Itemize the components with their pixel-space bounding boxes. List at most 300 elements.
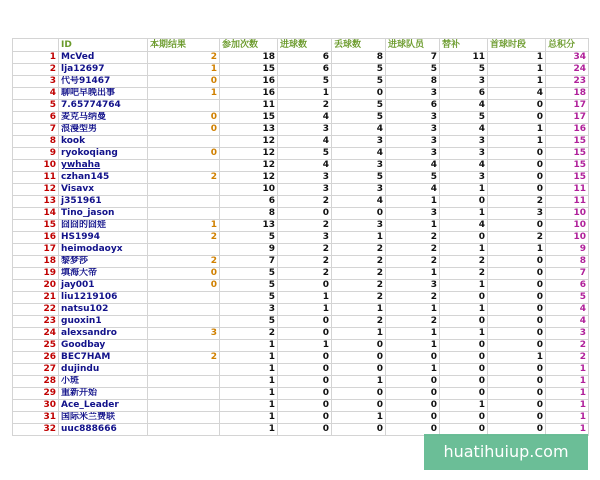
played-cell: 10 (220, 184, 278, 196)
played-cell: 15 (220, 112, 278, 124)
score-table (12, 38, 589, 436)
table-row (13, 196, 589, 208)
goals-cell: 0 (278, 208, 332, 220)
conceded-cell: 0 (332, 424, 386, 436)
first-goal-cell: 0 (488, 424, 546, 436)
sub-cell: 2 (440, 256, 488, 268)
first-goal-cell: 0 (488, 280, 546, 292)
scorers-cell: 0 (386, 424, 440, 436)
played-cell: 1 (220, 340, 278, 352)
total-cell: 16 (546, 124, 589, 136)
id-cell: ryokoqiang (59, 148, 148, 160)
goals-cell: 0 (278, 328, 332, 340)
total-cell: 6 (546, 280, 589, 292)
goals-cell: 4 (278, 112, 332, 124)
table-row (13, 400, 589, 412)
conceded-cell: 1 (332, 412, 386, 424)
sub-cell: 0 (440, 412, 488, 424)
first-goal-cell: 1 (488, 52, 546, 64)
first-goal-cell: 4 (488, 88, 546, 100)
conceded-cell: 2 (332, 316, 386, 328)
id-cell: Tino_jason (59, 208, 148, 220)
header-first-goal: 首球时段 (488, 39, 546, 52)
goals-cell: 3 (278, 184, 332, 196)
conceded-cell: 3 (332, 184, 386, 196)
sub-cell: 1 (440, 244, 488, 256)
table-row (13, 364, 589, 376)
rank-cell: 18 (13, 256, 59, 268)
sub-cell: 2 (440, 268, 488, 280)
rank-cell: 25 (13, 340, 59, 352)
played-cell: 12 (220, 148, 278, 160)
played-cell: 12 (220, 160, 278, 172)
total-cell: 4 (546, 304, 589, 316)
rank-cell: 20 (13, 280, 59, 292)
sub-cell: 0 (440, 316, 488, 328)
conceded-cell: 2 (332, 268, 386, 280)
first-goal-cell: 1 (488, 244, 546, 256)
result-cell (148, 160, 220, 172)
sub-cell: 1 (440, 328, 488, 340)
total-cell: 9 (546, 244, 589, 256)
table-row (13, 172, 589, 184)
header-played: 参加次数 (220, 39, 278, 52)
conceded-cell: 1 (332, 304, 386, 316)
id-cell: guoxin1 (59, 316, 148, 328)
table-row (13, 136, 589, 148)
first-goal-cell: 0 (488, 340, 546, 352)
scorers-cell: 3 (386, 124, 440, 136)
result-cell: 0 (148, 148, 220, 160)
sub-cell: 0 (440, 232, 488, 244)
first-goal-cell: 1 (488, 136, 546, 148)
id-cell: 重新开始 (59, 388, 148, 400)
result-cell (148, 196, 220, 208)
result-cell (148, 412, 220, 424)
sub-cell: 0 (440, 376, 488, 388)
played-cell: 1 (220, 364, 278, 376)
sub-cell: 3 (440, 148, 488, 160)
rank-cell: 22 (13, 304, 59, 316)
first-goal-cell: 0 (488, 304, 546, 316)
sub-cell: 1 (440, 280, 488, 292)
total-cell: 10 (546, 232, 589, 244)
conceded-cell: 4 (332, 148, 386, 160)
rank-cell: 3 (13, 76, 59, 88)
sub-cell: 6 (440, 88, 488, 100)
table-row (13, 52, 589, 64)
first-goal-cell: 1 (488, 64, 546, 76)
id-cell: ywhaha (59, 160, 148, 172)
scorers-cell: 4 (386, 160, 440, 172)
scorers-cell: 2 (386, 292, 440, 304)
goals-cell: 0 (278, 388, 332, 400)
result-cell: 2 (148, 172, 220, 184)
total-cell: 1 (546, 412, 589, 424)
rank-cell: 32 (13, 424, 59, 436)
header-row (13, 39, 589, 52)
sub-cell: 3 (440, 76, 488, 88)
goals-cell: 0 (278, 424, 332, 436)
sub-cell: 4 (440, 160, 488, 172)
sub-cell: 0 (440, 292, 488, 304)
sub-cell: 3 (440, 172, 488, 184)
total-cell: 1 (546, 400, 589, 412)
id-cell: 国际米兰费联 (59, 412, 148, 424)
scorers-cell: 5 (386, 172, 440, 184)
first-goal-cell: 0 (488, 328, 546, 340)
first-goal-cell: 0 (488, 268, 546, 280)
scorers-cell: 2 (386, 316, 440, 328)
played-cell: 11 (220, 100, 278, 112)
conceded-cell: 0 (332, 340, 386, 352)
table-row (13, 112, 589, 124)
played-cell: 3 (220, 304, 278, 316)
conceded-cell: 2 (332, 280, 386, 292)
first-goal-cell: 0 (488, 160, 546, 172)
scorers-cell: 1 (386, 196, 440, 208)
first-goal-cell: 0 (488, 364, 546, 376)
goals-cell: 3 (278, 124, 332, 136)
rank-cell: 8 (13, 136, 59, 148)
rank-cell: 5 (13, 100, 59, 112)
goals-cell: 2 (278, 196, 332, 208)
goals-cell: 2 (278, 244, 332, 256)
first-goal-cell: 0 (488, 172, 546, 184)
played-cell: 15 (220, 64, 278, 76)
sub-cell: 0 (440, 340, 488, 352)
sub-cell: 1 (440, 304, 488, 316)
first-goal-cell: 0 (488, 376, 546, 388)
id-cell: 小斑 (59, 376, 148, 388)
first-goal-cell: 2 (488, 232, 546, 244)
scorers-cell: 3 (386, 148, 440, 160)
table-row (13, 100, 589, 112)
result-cell (148, 340, 220, 352)
id-cell: natsu102 (59, 304, 148, 316)
total-cell: 17 (546, 100, 589, 112)
goals-cell: 1 (278, 304, 332, 316)
goals-cell: 1 (278, 340, 332, 352)
goals-cell: 2 (278, 268, 332, 280)
result-cell (148, 100, 220, 112)
scorers-cell: 3 (386, 136, 440, 148)
result-cell (148, 424, 220, 436)
id-cell: 浪漫型男 (59, 124, 148, 136)
table-row (13, 304, 589, 316)
rank-cell: 29 (13, 388, 59, 400)
goals-cell: 6 (278, 52, 332, 64)
result-cell (148, 376, 220, 388)
sub-cell: 0 (440, 364, 488, 376)
first-goal-cell: 1 (488, 76, 546, 88)
goals-cell: 0 (278, 316, 332, 328)
played-cell: 5 (220, 316, 278, 328)
total-cell: 15 (546, 136, 589, 148)
result-cell (148, 304, 220, 316)
rank-cell: 26 (13, 352, 59, 364)
scorers-cell: 0 (386, 376, 440, 388)
table-row (13, 340, 589, 352)
scorers-cell: 0 (386, 400, 440, 412)
goals-cell: 1 (278, 292, 332, 304)
id-cell: 黎梦莎 (59, 256, 148, 268)
conceded-cell: 3 (332, 136, 386, 148)
sub-cell: 5 (440, 64, 488, 76)
header-conceded: 丢球数 (332, 39, 386, 52)
conceded-cell: 5 (332, 112, 386, 124)
goals-cell: 4 (278, 160, 332, 172)
id-cell: lja12697 (59, 64, 148, 76)
goals-cell: 3 (278, 172, 332, 184)
sub-cell: 4 (440, 100, 488, 112)
result-cell (148, 208, 220, 220)
result-cell: 2 (148, 352, 220, 364)
played-cell: 5 (220, 268, 278, 280)
result-cell: 0 (148, 124, 220, 136)
rank-cell: 2 (13, 64, 59, 76)
first-goal-cell: 1 (488, 124, 546, 136)
total-cell: 1 (546, 388, 589, 400)
sub-cell: 11 (440, 52, 488, 64)
conceded-cell: 5 (332, 64, 386, 76)
result-cell: 0 (148, 76, 220, 88)
header-result: 本期结果 (148, 39, 220, 52)
id-cell: HS1994 (59, 232, 148, 244)
scorers-cell: 0 (386, 412, 440, 424)
rank-cell: 10 (13, 160, 59, 172)
sub-cell: 1 (440, 208, 488, 220)
goals-cell: 2 (278, 220, 332, 232)
conceded-cell: 1 (332, 232, 386, 244)
id-cell: 7.65774764 (59, 100, 148, 112)
result-cell: 2 (148, 232, 220, 244)
result-cell: 1 (148, 220, 220, 232)
played-cell: 12 (220, 172, 278, 184)
scorers-cell: 4 (386, 184, 440, 196)
scorers-cell: 2 (386, 244, 440, 256)
goals-cell: 2 (278, 100, 332, 112)
scorers-cell: 1 (386, 340, 440, 352)
result-cell (148, 364, 220, 376)
goals-cell: 5 (278, 76, 332, 88)
first-goal-cell: 0 (488, 412, 546, 424)
conceded-cell: 8 (332, 52, 386, 64)
total-cell: 23 (546, 76, 589, 88)
scorers-cell: 1 (386, 328, 440, 340)
id-cell: 麦克马纳曼 (59, 112, 148, 124)
goals-cell: 0 (278, 352, 332, 364)
scorers-cell: 2 (386, 256, 440, 268)
table-row (13, 268, 589, 280)
result-cell: 2 (148, 256, 220, 268)
table-row (13, 412, 589, 424)
played-cell: 1 (220, 388, 278, 400)
rank-cell: 7 (13, 124, 59, 136)
sub-cell: 4 (440, 124, 488, 136)
rank-cell: 4 (13, 88, 59, 100)
total-cell: 11 (546, 196, 589, 208)
goals-cell: 0 (278, 412, 332, 424)
goals-cell: 0 (278, 376, 332, 388)
played-cell: 2 (220, 328, 278, 340)
result-cell (148, 244, 220, 256)
id-cell: Ace_Leader (59, 400, 148, 412)
rank-cell: 16 (13, 232, 59, 244)
played-cell: 7 (220, 256, 278, 268)
total-cell: 11 (546, 184, 589, 196)
total-cell: 3 (546, 328, 589, 340)
total-cell: 18 (546, 88, 589, 100)
conceded-cell: 3 (332, 220, 386, 232)
first-goal-cell: 0 (488, 184, 546, 196)
total-cell: 15 (546, 172, 589, 184)
result-cell (148, 184, 220, 196)
result-cell: 0 (148, 268, 220, 280)
played-cell: 16 (220, 76, 278, 88)
total-cell: 7 (546, 268, 589, 280)
table-row (13, 328, 589, 340)
sub-cell: 3 (440, 136, 488, 148)
total-cell: 17 (546, 112, 589, 124)
sub-cell: 1 (440, 184, 488, 196)
first-goal-cell: 3 (488, 208, 546, 220)
scorers-cell: 6 (386, 100, 440, 112)
sub-cell: 0 (440, 424, 488, 436)
played-cell: 8 (220, 208, 278, 220)
conceded-cell: 0 (332, 388, 386, 400)
goals-cell: 0 (278, 280, 332, 292)
rank-cell: 24 (13, 328, 59, 340)
scorers-cell: 8 (386, 76, 440, 88)
scorers-cell: 1 (386, 304, 440, 316)
goals-cell: 4 (278, 136, 332, 148)
scorers-cell: 1 (386, 220, 440, 232)
first-goal-cell: 0 (488, 100, 546, 112)
id-cell: liu1219106 (59, 292, 148, 304)
goals-cell: 3 (278, 232, 332, 244)
total-cell: 10 (546, 208, 589, 220)
conceded-cell: 5 (332, 172, 386, 184)
total-cell: 4 (546, 316, 589, 328)
header-sub: 替补 (440, 39, 488, 52)
scorers-cell: 3 (386, 280, 440, 292)
sub-cell: 0 (440, 388, 488, 400)
conceded-cell: 0 (332, 88, 386, 100)
played-cell: 1 (220, 352, 278, 364)
sub-cell: 4 (440, 220, 488, 232)
header-goals: 进球数 (278, 39, 332, 52)
played-cell: 13 (220, 220, 278, 232)
first-goal-cell: 0 (488, 256, 546, 268)
id-cell: alexsandro (59, 328, 148, 340)
table-row (13, 64, 589, 76)
first-goal-cell: 0 (488, 148, 546, 160)
header-id: ID (59, 39, 148, 52)
scorers-cell: 3 (386, 208, 440, 220)
total-cell: 2 (546, 352, 589, 364)
header-scorers: 进球队员 (386, 39, 440, 52)
total-cell: 15 (546, 148, 589, 160)
total-cell: 1 (546, 364, 589, 376)
rank-cell: 15 (13, 220, 59, 232)
goals-cell: 6 (278, 64, 332, 76)
scorers-cell: 0 (386, 352, 440, 364)
rank-cell: 21 (13, 292, 59, 304)
header-total: 总积分 (546, 39, 589, 52)
rank-cell: 19 (13, 268, 59, 280)
id-cell: 聊吧早晚出事 (59, 88, 148, 100)
goals-cell: 5 (278, 148, 332, 160)
scorers-cell: 1 (386, 364, 440, 376)
id-cell: 囧囧的囧娃 (59, 220, 148, 232)
played-cell: 5 (220, 232, 278, 244)
result-cell: 3 (148, 328, 220, 340)
id-cell: McVed (59, 52, 148, 64)
result-cell (148, 400, 220, 412)
first-goal-cell: 2 (488, 196, 546, 208)
rank-cell: 1 (13, 52, 59, 64)
table-row (13, 292, 589, 304)
id-cell: Goodbay (59, 340, 148, 352)
id-cell: jay001 (59, 280, 148, 292)
scorers-cell: 7 (386, 52, 440, 64)
conceded-cell: 0 (332, 400, 386, 412)
played-cell: 9 (220, 244, 278, 256)
conceded-cell: 1 (332, 376, 386, 388)
table-row (13, 232, 589, 244)
rank-cell: 12 (13, 184, 59, 196)
id-cell: kook (59, 136, 148, 148)
total-cell: 10 (546, 220, 589, 232)
first-goal-cell: 0 (488, 388, 546, 400)
conceded-cell: 0 (332, 208, 386, 220)
id-cell: heimodaoyx (59, 244, 148, 256)
table-row (13, 184, 589, 196)
table-row (13, 220, 589, 232)
rank-cell: 30 (13, 400, 59, 412)
total-cell: 5 (546, 292, 589, 304)
played-cell: 5 (220, 292, 278, 304)
conceded-cell: 4 (332, 196, 386, 208)
rank-cell: 9 (13, 148, 59, 160)
conceded-cell: 0 (332, 364, 386, 376)
rank-cell: 27 (13, 364, 59, 376)
result-cell: 1 (148, 64, 220, 76)
conceded-cell: 2 (332, 256, 386, 268)
id-cell: czhan145 (59, 172, 148, 184)
result-cell (148, 136, 220, 148)
played-cell: 6 (220, 196, 278, 208)
table-row (13, 76, 589, 88)
table-row (13, 88, 589, 100)
scorers-cell: 5 (386, 64, 440, 76)
result-cell: 2 (148, 52, 220, 64)
rank-cell: 14 (13, 208, 59, 220)
rank-cell: 17 (13, 244, 59, 256)
conceded-cell: 3 (332, 160, 386, 172)
total-cell: 34 (546, 52, 589, 64)
scorers-cell: 3 (386, 112, 440, 124)
id-cell: BEC7HAM (59, 352, 148, 364)
rank-cell: 13 (13, 196, 59, 208)
sub-cell: 5 (440, 112, 488, 124)
conceded-cell: 4 (332, 124, 386, 136)
played-cell: 1 (220, 412, 278, 424)
played-cell: 12 (220, 136, 278, 148)
first-goal-cell: 1 (488, 352, 546, 364)
result-cell (148, 316, 220, 328)
